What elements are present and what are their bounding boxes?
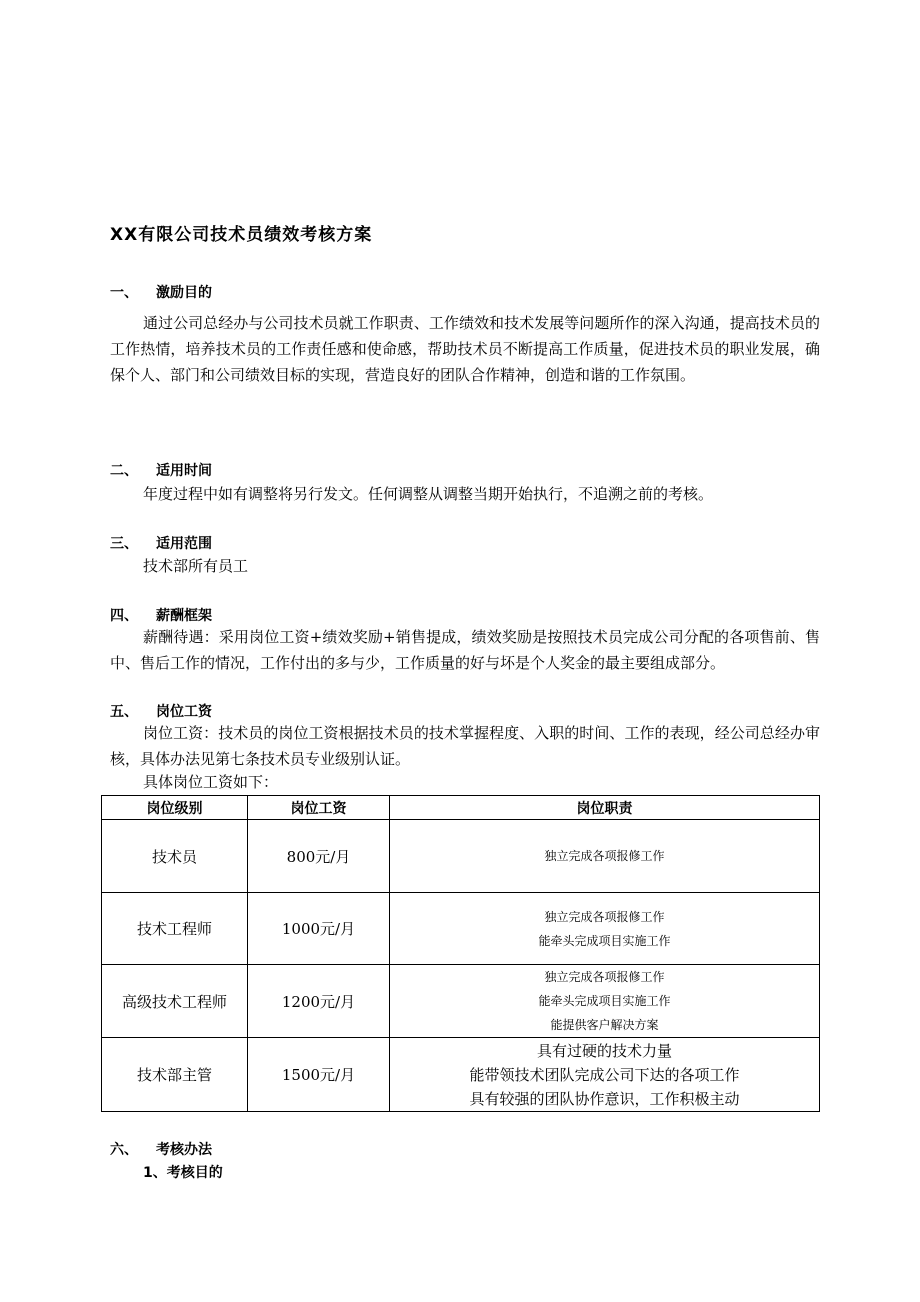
section-heading-2	[110, 460, 212, 480]
duties-cell	[390, 893, 820, 965]
duty-line: 具有过硬的技术力量	[536, 1041, 672, 1060]
duty-line: 独立完成各项报修工作	[544, 849, 665, 863]
section-number: 二、	[110, 463, 138, 479]
section-heading-4	[110, 605, 212, 625]
section-title: 岗位工资	[156, 704, 212, 720]
table-intro: 具体岗位工资如下：	[143, 773, 279, 791]
table-row	[102, 965, 820, 1038]
table-row	[102, 893, 820, 965]
level-cell: 技术部主管	[102, 1038, 248, 1112]
table-row	[102, 820, 820, 893]
salary-cell: 1500元/月	[248, 1038, 390, 1112]
section-body-2: 年度过程中如有调整将另行发文。任何调整从调整当期开始执行，不追溯之前的考核。	[143, 485, 714, 503]
duty-line: 具有较强的团队协作意识，工作积极主动	[469, 1089, 740, 1108]
duty-line: 独立完成各项报修工作	[544, 909, 665, 924]
section-number: 三、	[110, 536, 138, 552]
duties-cell	[390, 820, 820, 893]
section-number: 一、	[110, 285, 138, 301]
section-number: 五、	[110, 704, 138, 720]
level-cell: 技术员	[102, 820, 248, 893]
header-duties: 岗位职责	[390, 796, 820, 820]
section-heading-1	[110, 282, 212, 302]
document-title: XX有限公司技术员绩效考核方案	[110, 225, 373, 245]
section-title: 考核办法	[156, 1142, 212, 1158]
section-title: 适用范围	[156, 536, 212, 552]
table-row	[102, 1038, 820, 1112]
salary-cell: 1200元/月	[248, 965, 390, 1038]
section-body-5: 岗位工资：技术员的岗位工资根据技术员的技术掌握程度、入职的时间、工作的表现，经公司总经办审核，具体办法见第七条技术员专业级别认证。	[110, 724, 820, 768]
salary-table	[101, 795, 820, 1112]
level-cell: 高级技术工程师	[102, 965, 248, 1038]
duties-cell	[390, 965, 820, 1038]
section-title: 薪酬框架	[156, 608, 212, 624]
section-title: 激励目的	[156, 285, 212, 301]
section-number: 四、	[110, 608, 138, 624]
duty-line: 独立完成各项报修工作	[544, 970, 665, 984]
header-salary: 岗位工资	[248, 796, 390, 820]
duty-line: 能牵头完成项目实施工作	[538, 994, 671, 1008]
section-body-4: 薪酬待遇：采用岗位工资+绩效奖励+销售提成，绩效奖励是按照技术员完成公司分配的各项售前、售中、售后工作的情况，工作付出的多与少，工作质量的好与坏是个人奖金的最主要组成部分。	[110, 628, 820, 672]
section-body-1: 通过公司总经办与公司技术员就工作职责、工作绩效和技术发展等问题所作的深入沟通，提高技术员的工作热情，培养技术员的工作责任感和使命感，帮助技术员不断提高工作质量，促进技术员的职业发展，确保个人、部门和公司绩效目标的实现，营造良好的团队合作精神，创造和谐的工作氛围。	[110, 314, 820, 384]
duty-line: 能提供客户解决方案	[550, 1018, 659, 1032]
table-header-row	[102, 796, 820, 820]
duties-cell	[390, 1038, 820, 1112]
salary-cell: 1000元/月	[248, 893, 390, 965]
section-body-3: 技术部所有员工	[143, 557, 249, 575]
section-title: 适用时间	[156, 463, 212, 479]
duty-line: 能牵头完成项目实施工作	[538, 933, 671, 948]
level-cell: 技术工程师	[102, 893, 248, 965]
section-number: 六、	[110, 1142, 138, 1158]
section-heading-5	[110, 701, 212, 721]
header-level: 岗位级别	[102, 796, 248, 820]
section-heading-3	[110, 533, 212, 553]
duty-line: 能带领技术团队完成公司下达的各项工作	[469, 1065, 740, 1084]
section-heading-6	[110, 1139, 212, 1159]
subsection-heading: 1、考核目的	[143, 1165, 223, 1181]
salary-cell: 800元/月	[248, 820, 390, 893]
